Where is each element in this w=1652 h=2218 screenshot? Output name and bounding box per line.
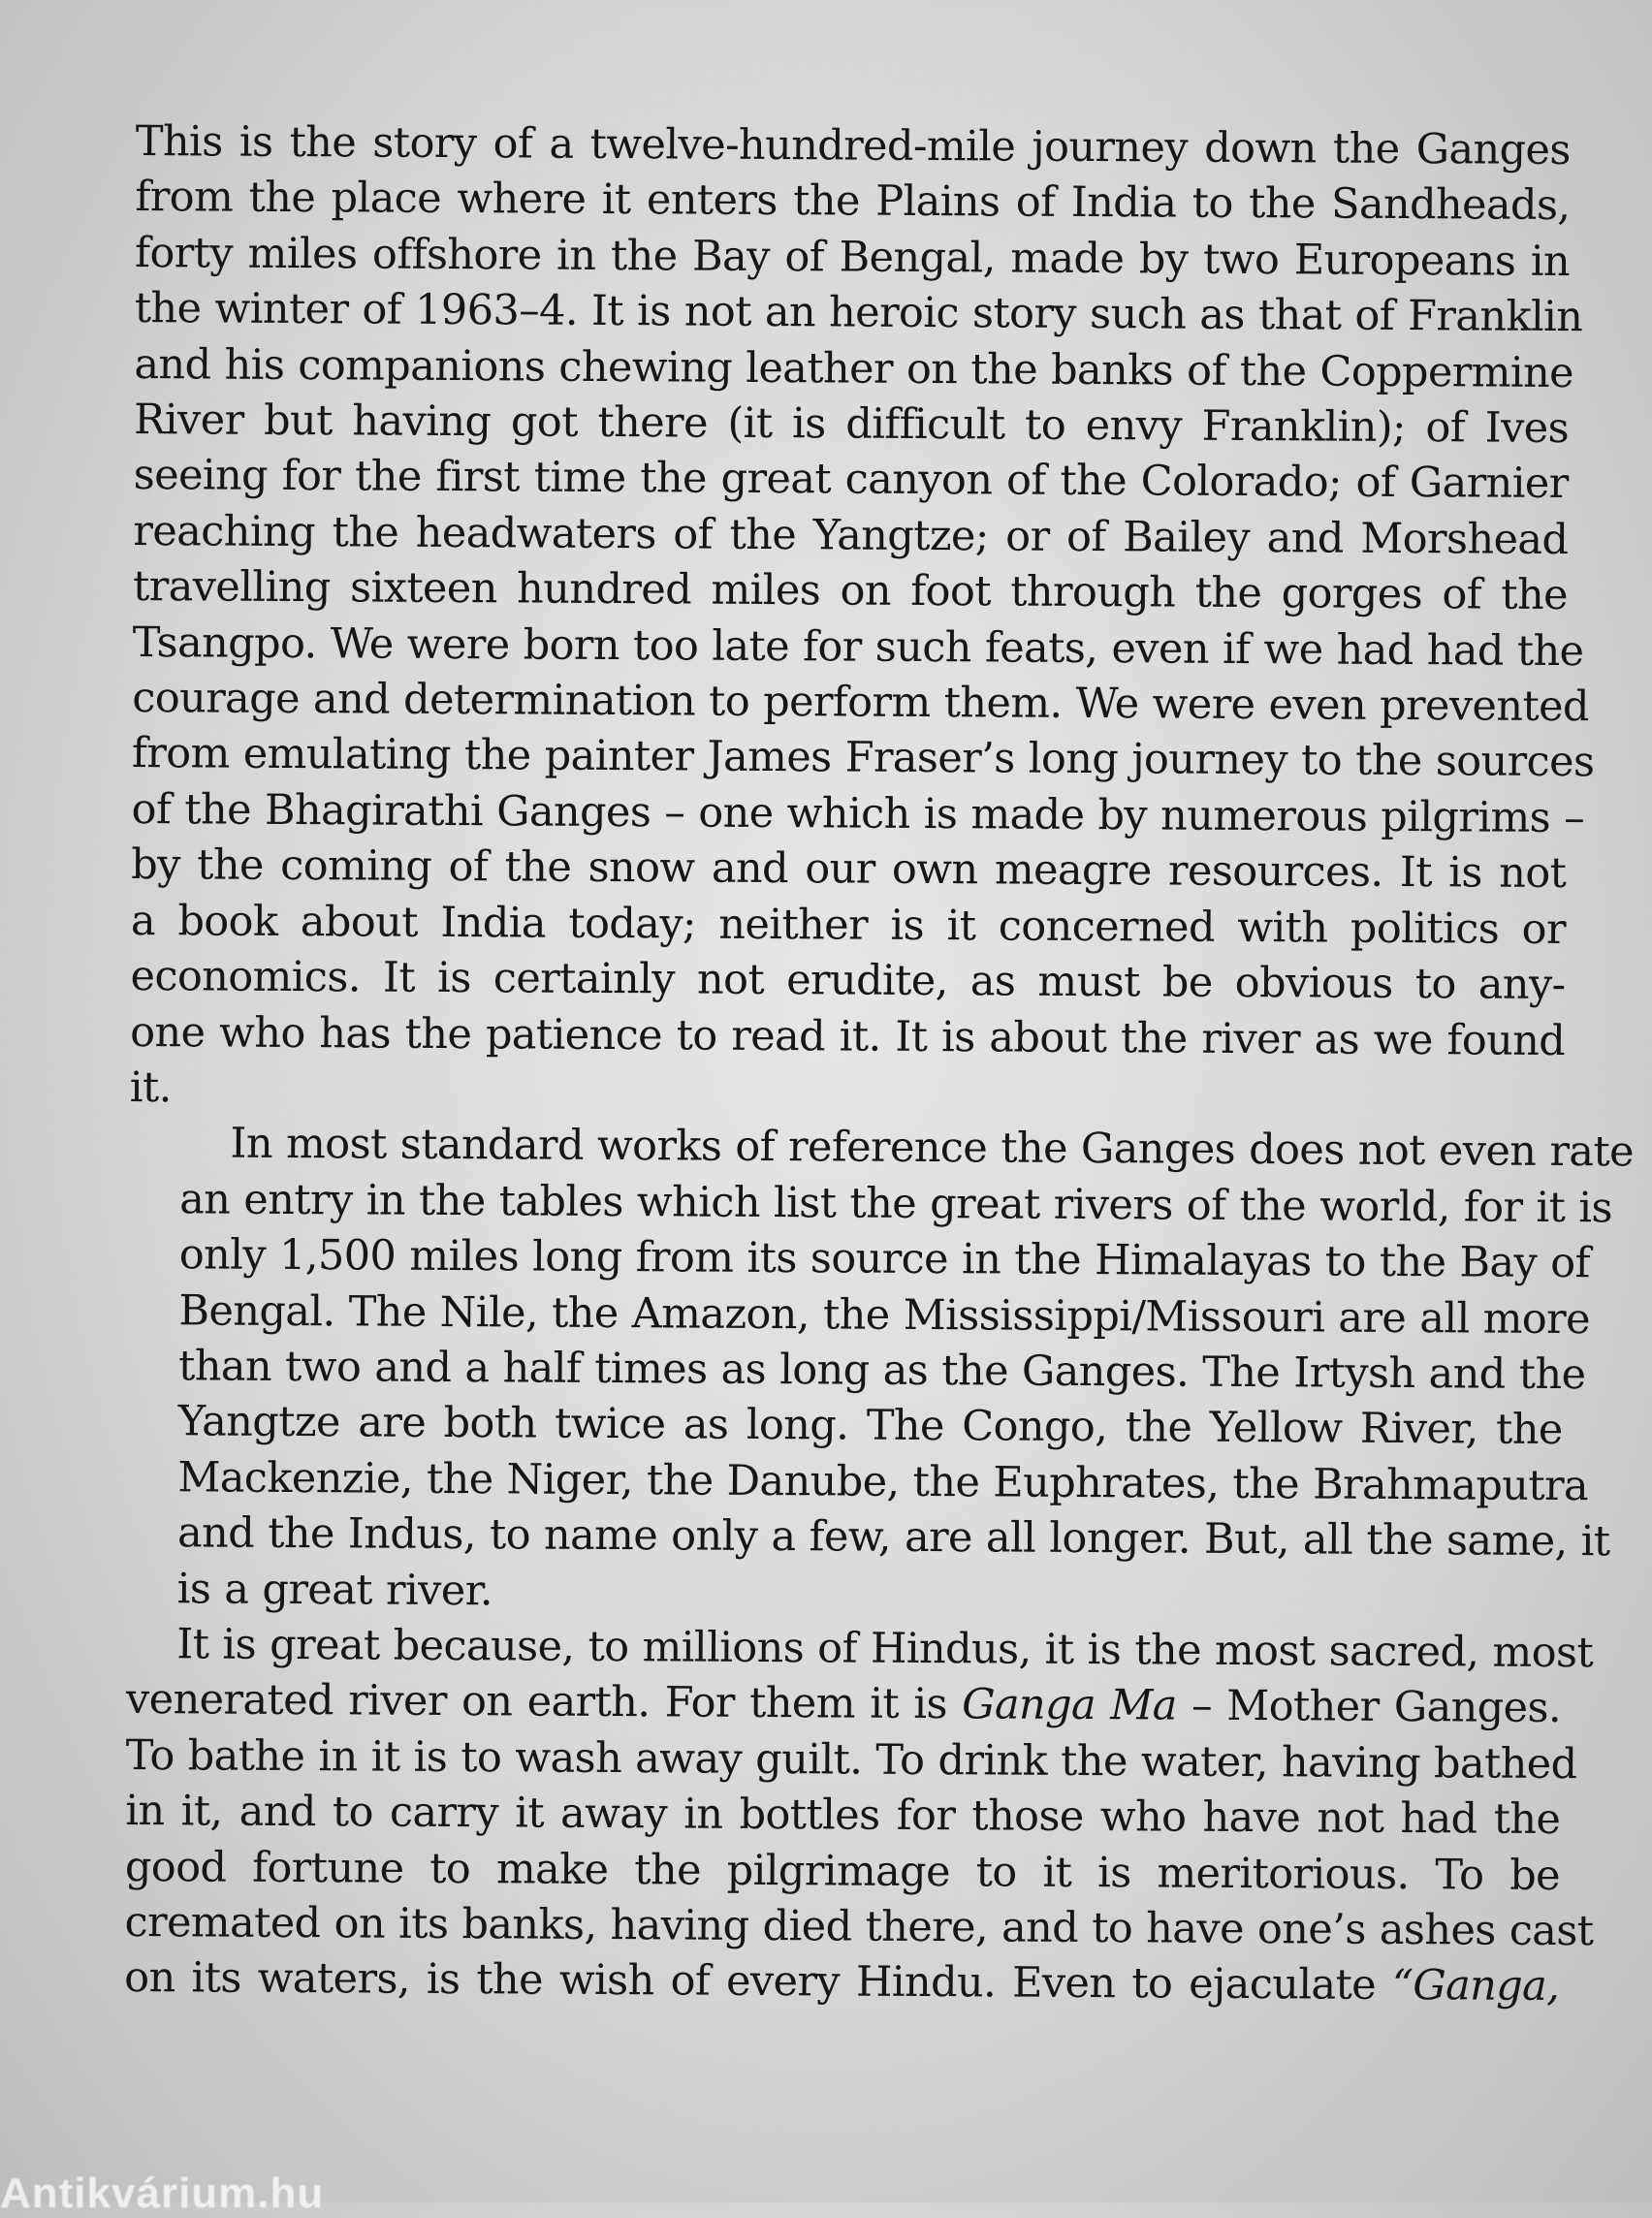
text-line: economics. It is certainly not erudite, as must be obvious to any-	[130, 952, 1566, 1010]
text-line: is a great river.	[176, 1564, 493, 1615]
text-line: seeing for the first time the great canyon of the Colorado; of Garnier	[133, 451, 1569, 509]
text-line: and the Indus, to name only a few, are all longer. But, all the same, it	[176, 1508, 1610, 1567]
text-line: from the place where it enters the Plains of India to the Sandheads,	[135, 173, 1571, 231]
watermark: Antikvárium.hu	[0, 2170, 325, 2217]
text-line: courage and determination to perform them. We were even prevented	[132, 674, 1590, 732]
text-line	[124, 1950, 1559, 2014]
text-line: This is the story of a twelve-hundred-mile journey down the Ganges	[135, 116, 1571, 175]
text-line: the winter of 1963–4. It is not an heroic story such as that of Franklin	[134, 284, 1583, 342]
text-line: To bathe in it is to wash away guilt. To drink the water, having bathed	[125, 1730, 1577, 1789]
text-line: from emulating the painter James Fraser’s long journey to the sources	[131, 729, 1595, 787]
text-line: It is great because, to millions of Hindus, it is the most sacred, most	[176, 1620, 1594, 1678]
italic-term: Ganga Ma	[962, 1680, 1177, 1730]
text-line: it.	[129, 1062, 172, 1113]
paragraph-3	[124, 1617, 1594, 2015]
text-line: an entry in the tables which list the great rivers of the world, for it is	[179, 1175, 1613, 1233]
text-line: Tsangpo. We were born too late for such feats, even if we had had the	[132, 618, 1584, 676]
text-line: good fortune to make the pilgrimage to it is meritorious. To be	[124, 1842, 1561, 1900]
text-fragment: – Mother Ganges.	[1176, 1681, 1562, 1733]
text-line: Bengal. The Nile, the Amazon, the Mississippi/Missouri are all more	[178, 1285, 1591, 1344]
text-line: only 1,500 miles long from its source in the Himalayas to the Bay of	[178, 1230, 1591, 1288]
body-text	[124, 114, 1635, 2015]
paragraph-2	[127, 1116, 1635, 1626]
text-line: In most standard works of reference the Ganges does not even rate	[230, 1119, 1635, 1177]
text-line: of the Bhagirathi Ganges – one which is made by numerous pilgrims –	[131, 784, 1585, 843]
text-line: River but having got there (it is difficult to envy Franklin); of Ives	[133, 396, 1570, 454]
text-line: Mackenzie, the Niger, the Danube, the Euphrates, the Brahmaputra	[177, 1453, 1589, 1510]
text-line: one who has the patience to read it. It is about the river as we found	[130, 1007, 1566, 1065]
paragraph-1	[129, 114, 1595, 1125]
text-line: travelling sixteen hundred miles on foot through the gorges of the	[132, 562, 1569, 620]
text-line: and his companions chewing leather on the banks of the Coppermine	[134, 339, 1574, 397]
text-line: reaching the headwaters of the Yangtze; or of Bailey and Morshead	[133, 506, 1569, 564]
text-line: than two and a half times as long as the Ganges. The Irtysh and the	[177, 1342, 1586, 1400]
text-line: Yangtze are both twice as long. The Congo, the Yellow River, the	[177, 1397, 1563, 1455]
text-line	[126, 1672, 1561, 1736]
italic-term: “Ganga,	[1391, 1961, 1560, 2012]
text-line: a book about India today; neither is it concerned with politics or	[130, 896, 1567, 954]
text-line: by the coming of the snow and our own meagre resources. It is not	[131, 840, 1567, 899]
text-fragment: on its waters, is the wish of every Hindu. Even to ejaculate	[124, 1953, 1393, 2011]
text-line: in it, and to carry it away in bottles for those who have not had the	[125, 1787, 1561, 1845]
text-line: cremated on its banks, having died there, and to have one’s ashes cast	[124, 1897, 1594, 1956]
text-fragment: venerated river on earth. For them it is	[125, 1675, 963, 1729]
text-line: forty miles offshore in the Bay of Bengal, made by two Europeans in	[134, 228, 1571, 286]
